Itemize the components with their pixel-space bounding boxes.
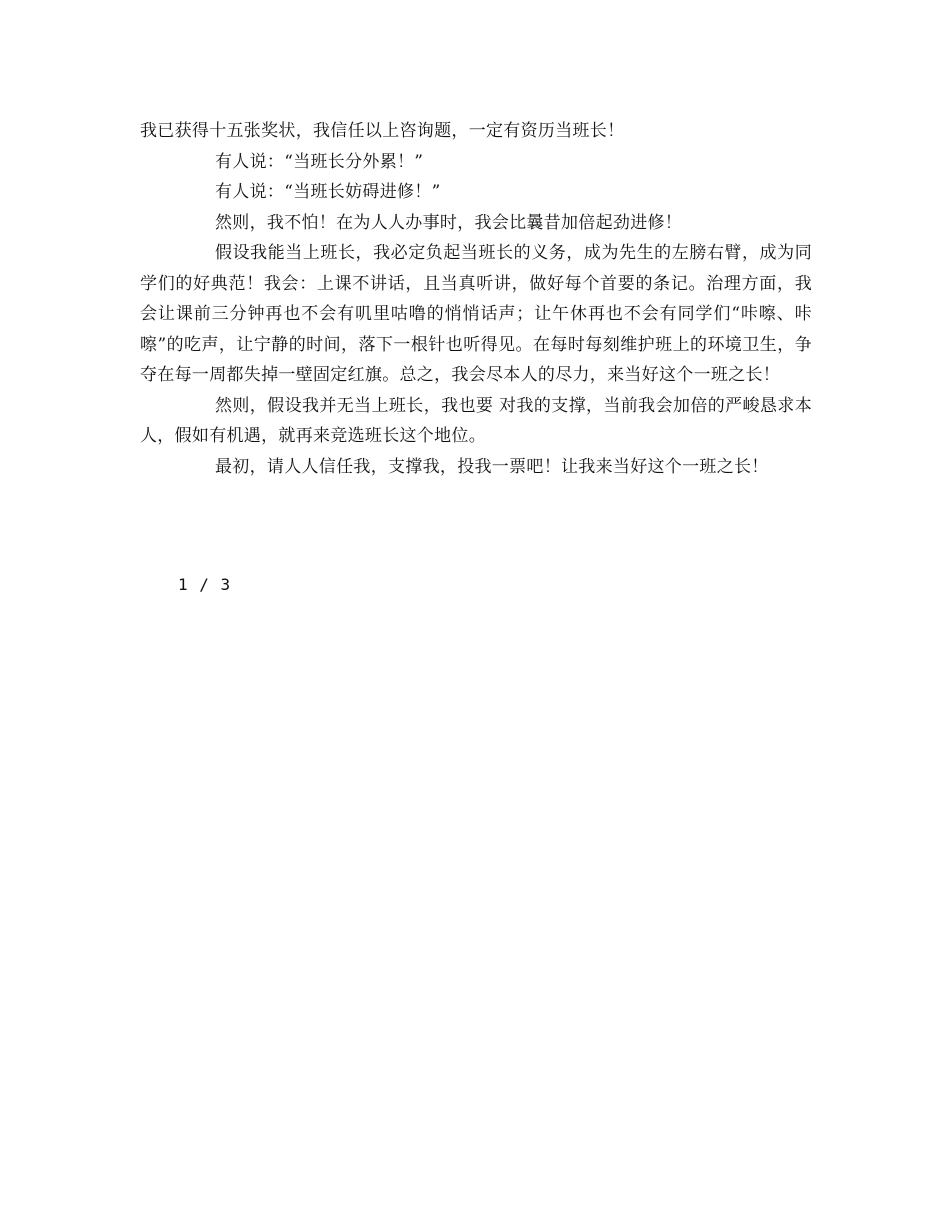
page-number: 1 / 3: [178, 575, 232, 594]
paragraph-study: 有人说：“当班长妨碍进修！”: [215, 182, 441, 202]
paragraph-if-elected: 假设我能当上班长，我必定负起当班长的义务，成为先生的左膀右臂，成为同学们的好典范！我会：上课不讲话，且当真听讲，做好每个首要的条记。治理方面，我会让课前三分钟再也不会有叽里咕噜的悄悄话声；让午休再也不会有同学们“咔嚓、咔嚓”的吃声，让宁静的时间，落下一根针也听得见。在每时每刻维护班上的环境卫生，争夺在每一周都失掉一壁固定红旗。总之，我会尽本人的尽力，来当好这个一班之长！: [140, 243, 812, 385]
document-body: [140, 116, 812, 482]
paragraph-if-not-elected: 然则，假设我并无当上班长，我也要 对我的支撑，当前我会加倍的严峻恳求本人，假如有机遇，就再来竞选班长这个地位。: [140, 395, 812, 446]
paragraph-awards: 我已获得十五张奖状，我信任以上咨询题，一定有资历当班长！: [140, 121, 625, 141]
paragraph-not-afraid: 然则，我不怕！在为人人办事时，我会比曩昔加倍起劲进修！: [215, 212, 683, 233]
paragraph-closing: 最初，请人人信任我，支撑我，投我一票吧！让我来当好这个一班之长！: [215, 456, 769, 477]
paragraph-tiring: 有人说：“当班长分外累！”: [215, 151, 424, 172]
